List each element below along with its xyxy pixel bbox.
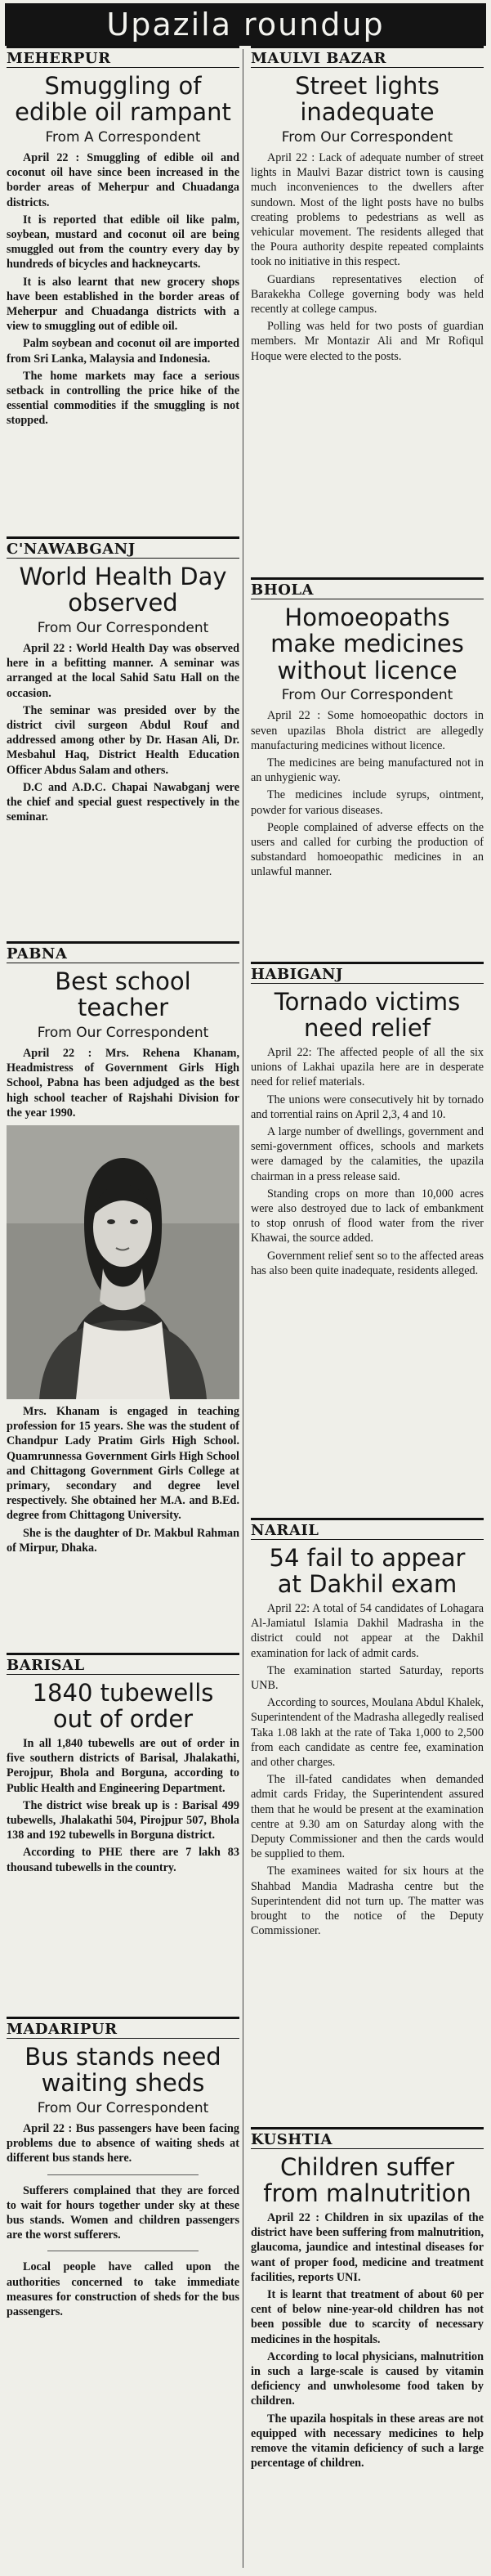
paragraph: In all 1,840 tubewells are out of order in five southern districts of Barisal, Jhalakathi, Perojpur, Bhola and Borguna, according to Public Health and Engineering Department. [7, 1736, 239, 1795]
paragraph: She is the daughter of Dr. Makbul Rahman of Mirpur, Dhaka. [7, 1526, 239, 1555]
separator [47, 2174, 199, 2175]
paragraph: April 22 : World Health Day was observed here in a befitting manner. A seminar was arranged at the local Sahid Satu Hall on the occasion. [7, 641, 239, 700]
headline: Smuggling of edible oil rampant [15, 72, 231, 127]
paragraph: It is also learnt that new grocery shops have been established in the border areas of Meherpur and Chuadanga districts with a view to smuggling out of edible oil. [7, 275, 239, 334]
headline: Homoeopaths make medicines without licence [270, 604, 464, 684]
story-narail [251, 1518, 484, 1941]
story-rule [7, 941, 239, 944]
paragraph: Polling was held for two posts of guardian members. Mr Montazir Ali and Mr Rofiqul Hoque were elected to the posts. [251, 320, 484, 363]
dateline-rule [251, 983, 484, 984]
section-banner: Upazila roundup [5, 3, 486, 46]
byline: From Our Correspondent [37, 619, 209, 636]
story-rule [251, 577, 484, 580]
byline: From Our Correspondent [37, 1024, 209, 1041]
paragraph: Standing crops on more than 10,000 acres were also destroyed due to lack of embankment to stop onrush of flood water from the river Khawai, the source added. [251, 1187, 484, 1245]
dateline-rule [7, 67, 239, 68]
story-bhola [251, 577, 484, 882]
story-body [251, 1601, 484, 1938]
paragraph: April 22 : Smuggling of edible oil and coconut oil have since been increased in the border areas of Meherpur and Chuadanga districts. [7, 150, 239, 209]
paragraph: Palm soybean and coconut oil are imported from Sri Lanka, Malaysia and Indonesia. [7, 337, 239, 366]
story-body [251, 150, 484, 364]
dateline-rule [251, 1539, 484, 1540]
headline: Tornado victims need relief [274, 988, 461, 1043]
story-rule [251, 1518, 484, 1520]
dateline: BHOLA [251, 581, 315, 599]
headline: Children suffer from malnutrition [263, 2153, 471, 2208]
story-rule [7, 46, 239, 48]
paragraph: April 22: A total of 54 candidates of Lohagara Al-Jamiatul Islamia Dakhil Madrasha in the district could not appear at the Dakhil examination for lack of admit cards. [251, 1601, 484, 1660]
dateline: MADARIPUR [7, 2021, 118, 2038]
paragraph: The seminar was presided over by the district civil surgeon Abdul Rouf and addressed among other by Dr. Hasan Ali, Dr. Mesbahul Haq, District Health Education Officer Abdus Salam and others. [7, 703, 239, 777]
story-rule [7, 2017, 239, 2019]
portrait-photo [7, 1125, 239, 1399]
story-habiganj [251, 962, 484, 1281]
story-barisal [7, 1653, 239, 1878]
paragraph: Mrs. Khanam is engaged in teaching profession for 15 years. She was the student of Chandpur Lady Pratim Girls High School. Quamrunnessa Government Girls High School and Chittagong Government Girls College at primary, secondary and degree level respectively. She obtained her M.A. and B.Ed. degree from Chittagong University. [7, 1404, 239, 1523]
headline: 1840 tubewells out of order [32, 1679, 214, 1734]
paragraph: April 22 : Lack of adequate number of street lights in Maulvi Bazar district town is causing much inconveniences to the dwellers after sundown. Most of the light posts have no bulbs creating problems to pedestrians as well as vehicular movement. The residents alleged that the Poura authority despite repeated complaints took no initiative in this respect. [251, 150, 484, 269]
story-body [251, 1045, 484, 1278]
paragraph: The examination started Saturday, reports UNB. [251, 1663, 484, 1692]
byline: From Our Correspondent [281, 687, 453, 704]
headline: Bus stands need waiting sheds [25, 2043, 221, 2098]
headline: Best school teacher [55, 967, 191, 1022]
paragraph: It is learnt that treatment of about 60 per cent of below nine-year-old children has not been possible due to scarcity of necessary medicines in the hospitals. [251, 2287, 484, 2346]
story-rule [7, 1653, 239, 1655]
byline: From Our Correspondent [37, 2099, 209, 2116]
dateline-rule [7, 558, 239, 559]
paragraph: The examinees waited for six hours at the Shahbad Mandia Madrasha centre but the Superintendent did not turn up. The matter was brought to the notice of the Deputy Commissioner. [251, 1865, 484, 1938]
dateline: BARISAL [7, 1657, 85, 1674]
paragraph: Sufferers complained that they are forced to wait for hours together under sky at these bus stands. Women and children passengers are the worst sufferers. [7, 2183, 239, 2242]
story-body-continued [7, 1404, 239, 1555]
story-kushtia [251, 2127, 484, 2473]
paragraph: According to sources, Moulana Abdul Khalek, Superintendent of the Madrasha allegedly realised Taka 1.08 lakh at the rate of Taka 1,000 to 2,500 from each candidate as centre fee, examination and other charges. [251, 1696, 484, 1769]
story-body [7, 2121, 239, 2319]
paragraph: It is reported that edible oil like palm, soybean, mustard and coconut oil are being smuggled out from the country every day by hundreds of bicycles and hackneycarts. [7, 213, 239, 272]
story-body [7, 1046, 239, 1120]
story-body [7, 641, 239, 824]
paragraph: A large number of dwellings, government and semi-government offices, schools and markets were damaged by the calamities, the upazila chairman in a press release said. [251, 1124, 484, 1183]
paragraph: The district wise break up is : Barisal 499 tubewells, Jhalakathi 504, Pirojpur 507, Bhola 138 and 192 tubewells in Borguna district. [7, 1798, 239, 1842]
dateline-rule [251, 67, 484, 68]
paragraph: The medicines are being manufactured not in an unhygienic way. [251, 756, 484, 785]
story-body [251, 2210, 484, 2471]
dateline-rule [7, 1674, 239, 1675]
paragraph: According to local physicians, malnutrition in such a large-scale is caused by vitamin deficiency and unwholesome food taken by children. [251, 2349, 484, 2408]
dateline: C'NAWABGANJ [7, 541, 136, 558]
paragraph: According to PHE there are 7 lakh 83 thousand tubewells in the country. [7, 1846, 239, 1874]
dateline: NARAIL [251, 1522, 319, 1539]
dateline: HABIGANJ [251, 966, 343, 983]
paragraph: April 22 : Bus passengers have been facing problems due to absence of waiting sheds at different bus stands here. [7, 2121, 239, 2165]
story-rule [251, 46, 484, 48]
paragraph: April 22 : Some homoeopathic doctors in seven upazilas Bhola district are allegedly manufacturing medicines without licence. [251, 709, 484, 752]
paragraph: April 22 : Children in six upazilas of the district have been suffering from malnutrition, glaucoma, jaundice and intestinal diseases for want of proper food, medicine and treatment facilities, reports UNI. [251, 2210, 484, 2284]
paragraph: The upazila hospitals in these areas are not equipped with necessary medicines to help remove the vitamin deficiency of such a large percentage of children. [251, 2412, 484, 2471]
paragraph: Local people have called upon the authorities concerned to take immediate measures for construction of sheds for the bus passengers. [7, 2260, 239, 2318]
paragraph: April 22: The affected people of all the six unions of Lakhai upazila here are in desperate need for relief materials. [251, 1045, 484, 1089]
paragraph: April 22 : Mrs. Rehena Khanam, Headmistress of Government Girls High School, Pabna has been adjudged as the best high school teacher of Rajshahi Division for the year 1990. [7, 1046, 239, 1120]
byline: From Our Correspondent [281, 128, 453, 146]
headline: 54 fail to appear at Dakhil exam [269, 1544, 466, 1599]
story-cnawabganj [7, 536, 239, 827]
dateline: PABNA [7, 945, 68, 963]
story-meherpur [7, 46, 239, 431]
headline: World Health Day observed [19, 563, 227, 617]
paragraph: People complained of adverse effects on the users and called for curbing the production of substandard homoeopathic medicines in an unlawful manner. [251, 820, 484, 879]
paragraph: The medicines include syrups, ointment, powder for various diseases. [251, 788, 484, 817]
paragraph: The home markets may face a serious setback in controlling the price hike of the essential commodities if the smuggling is not stopped. [7, 369, 239, 428]
story-pabna [7, 941, 239, 1558]
paragraph: Guardians representatives election of Barakekha College governing body was held recently at college campus. [251, 272, 484, 316]
dateline: MEHERPUR [7, 50, 111, 67]
story-maulvi-bazar [251, 46, 484, 366]
story-body [251, 708, 484, 879]
dateline: MAULVI BAZAR [251, 50, 387, 67]
story-rule [7, 536, 239, 539]
dateline: KUSHTIA [251, 2131, 333, 2148]
paragraph: The unions were consecutively hit by tornado and torrential rains on April 2,3, 4 and 10. [251, 1093, 484, 1121]
paragraph: D.C and A.D.C. Chapai Nawabganj were the chief and special guest respectively in the seminar. [7, 780, 239, 824]
headline: Street lights inadequate [295, 72, 440, 127]
paragraph: Government relief sent so to the affected areas has also been quite inadequate, residents alleged. [251, 1249, 484, 1277]
dateline-rule [251, 2148, 484, 2149]
story-madaripur [7, 2017, 239, 2322]
story-body [7, 150, 239, 429]
story-rule [251, 2127, 484, 2129]
story-body [7, 1736, 239, 1875]
byline: From A Correspondent [45, 128, 201, 146]
story-rule [251, 962, 484, 964]
dateline-rule [7, 2038, 239, 2039]
paragraph: The ill-fated candidates when demanded admit cards Friday, the Superintendent assured them that he would be present at the examination centre at 9.30 am on Saturday along with the Deputy Commissioner and then the cards would be supplied to them. [251, 1773, 484, 1861]
